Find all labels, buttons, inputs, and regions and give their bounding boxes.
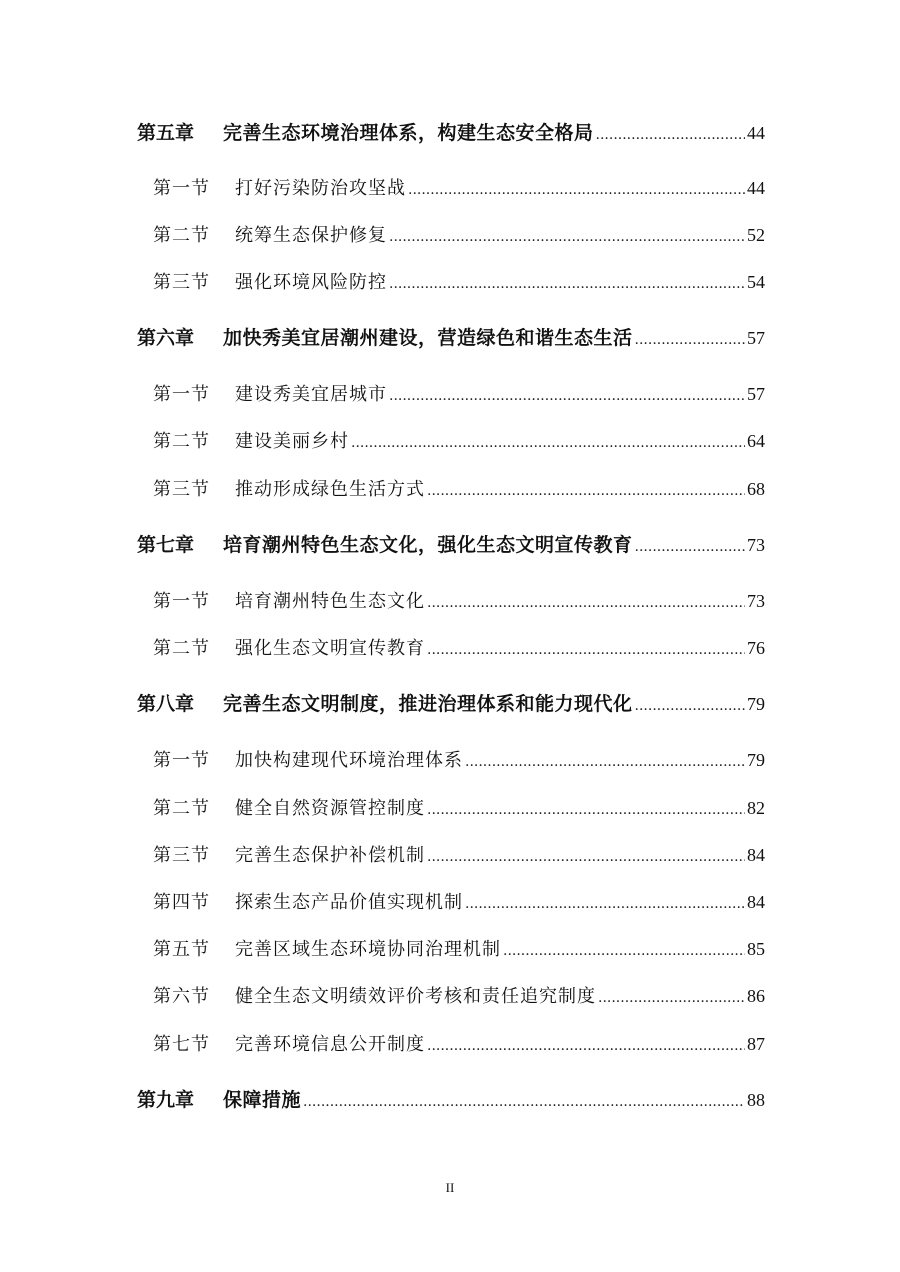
chapter-title: 培育潮州特色生态文化，强化生态文明宣传教育 bbox=[223, 534, 633, 556]
toc-chapter-entry[interactable] bbox=[137, 530, 765, 560]
chapter-title: 保障措施 bbox=[223, 1089, 302, 1111]
toc-section-entry[interactable] bbox=[153, 379, 765, 409]
dot-leader bbox=[427, 795, 745, 825]
page-number: 73 bbox=[747, 591, 765, 611]
page-number: 73 bbox=[747, 535, 765, 555]
section-title: 探索生态产品价值实现机制 bbox=[235, 892, 463, 913]
dot-leader bbox=[389, 222, 745, 252]
page-number: 52 bbox=[747, 225, 765, 245]
dot-leader bbox=[389, 269, 745, 299]
section-number: 第七节 bbox=[153, 1034, 210, 1055]
toc-section-entry[interactable] bbox=[153, 934, 765, 964]
page-number: 88 bbox=[747, 1090, 765, 1110]
dot-leader bbox=[465, 747, 745, 777]
dot-leader bbox=[408, 175, 745, 205]
page-number: 54 bbox=[747, 272, 765, 292]
dot-leader bbox=[389, 381, 745, 411]
section-title: 统筹生态保护修复 bbox=[235, 225, 387, 246]
toc-chapter-entry[interactable] bbox=[137, 323, 765, 353]
chapter-title: 完善生态环境治理体系，构建生态安全格局 bbox=[223, 122, 594, 144]
dot-leader bbox=[427, 476, 745, 506]
toc-section-entry[interactable] bbox=[153, 633, 765, 663]
toc-chapter-entry[interactable] bbox=[137, 1085, 765, 1115]
dot-leader bbox=[427, 635, 745, 665]
chapter-title: 完善生态文明制度，推进治理体系和能力现代化 bbox=[223, 693, 633, 715]
toc-section-entry[interactable] bbox=[153, 586, 765, 616]
chapter-number: 第五章 bbox=[137, 122, 195, 144]
dot-leader bbox=[635, 691, 745, 721]
toc-section-entry[interactable] bbox=[153, 220, 765, 250]
dot-leader bbox=[598, 983, 745, 1013]
page-footer-number: II bbox=[445, 1180, 455, 1195]
chapter-number: 第八章 bbox=[137, 693, 195, 715]
toc-chapter-entry[interactable] bbox=[137, 689, 765, 719]
toc-section-entry[interactable] bbox=[153, 793, 765, 823]
section-number: 第一节 bbox=[153, 750, 210, 771]
toc-section-entry[interactable] bbox=[153, 1029, 765, 1059]
toc-section-entry[interactable] bbox=[153, 887, 765, 917]
section-number: 第二节 bbox=[153, 431, 210, 452]
page-number: 79 bbox=[747, 694, 765, 714]
section-title: 建设美丽乡村 bbox=[235, 431, 349, 452]
section-number: 第二节 bbox=[153, 638, 210, 659]
page-number: 44 bbox=[747, 123, 765, 143]
toc-section-entry[interactable] bbox=[153, 981, 765, 1011]
section-title: 完善环境信息公开制度 bbox=[235, 1034, 425, 1055]
page-number: 57 bbox=[747, 384, 765, 404]
page-number: 86 bbox=[747, 986, 765, 1006]
section-title: 建设秀美宜居城市 bbox=[235, 384, 387, 405]
section-number: 第三节 bbox=[153, 845, 210, 866]
dot-leader bbox=[427, 588, 745, 618]
section-number: 第三节 bbox=[153, 272, 210, 293]
dot-leader bbox=[596, 120, 745, 150]
section-number: 第三节 bbox=[153, 479, 210, 500]
section-number: 第五节 bbox=[153, 939, 210, 960]
section-number: 第一节 bbox=[153, 591, 210, 612]
toc-chapter-entry[interactable] bbox=[137, 118, 765, 148]
page-number: 79 bbox=[747, 750, 765, 770]
dot-leader bbox=[427, 1031, 745, 1061]
section-title: 完善区域生态环境协同治理机制 bbox=[235, 939, 501, 960]
page-number: 57 bbox=[747, 328, 765, 348]
dot-leader bbox=[503, 936, 745, 966]
chapter-number: 第七章 bbox=[137, 534, 195, 556]
section-number: 第二节 bbox=[153, 225, 210, 246]
toc-section-entry[interactable] bbox=[153, 474, 765, 504]
section-title: 强化生态文明宣传教育 bbox=[235, 638, 425, 659]
toc-section-entry[interactable] bbox=[153, 745, 765, 775]
page-number: 68 bbox=[747, 479, 765, 499]
page-number: 87 bbox=[747, 1034, 765, 1054]
section-title: 健全生态文明绩效评价考核和责任追究制度 bbox=[235, 986, 596, 1007]
section-title: 推动形成绿色生活方式 bbox=[235, 479, 425, 500]
page-number: 85 bbox=[747, 939, 765, 959]
dot-leader bbox=[635, 532, 745, 562]
chapter-number: 第九章 bbox=[137, 1089, 195, 1111]
page-number: 84 bbox=[747, 892, 765, 912]
toc-section-entry[interactable] bbox=[153, 173, 765, 203]
page-number: 84 bbox=[747, 845, 765, 865]
toc-section-entry[interactable] bbox=[153, 426, 765, 456]
chapter-number: 第六章 bbox=[137, 327, 195, 349]
section-number: 第四节 bbox=[153, 892, 210, 913]
section-title: 培育潮州特色生态文化 bbox=[235, 591, 425, 612]
section-number: 第六节 bbox=[153, 986, 210, 1007]
section-title: 强化环境风险防控 bbox=[235, 272, 387, 293]
section-title: 打好污染防治攻坚战 bbox=[235, 178, 406, 199]
section-title: 健全自然资源管控制度 bbox=[235, 798, 425, 819]
page-number: 76 bbox=[747, 638, 765, 658]
dot-leader bbox=[351, 428, 745, 458]
toc-section-entry[interactable] bbox=[153, 267, 765, 297]
page-number: 64 bbox=[747, 431, 765, 451]
page-number: 82 bbox=[747, 798, 765, 818]
section-number: 第一节 bbox=[153, 178, 210, 199]
section-title: 完善生态保护补偿机制 bbox=[235, 845, 425, 866]
toc-section-entry[interactable] bbox=[153, 840, 765, 870]
section-title: 加快构建现代环境治理体系 bbox=[235, 750, 463, 771]
dot-leader bbox=[465, 889, 745, 919]
page-number: 44 bbox=[747, 178, 765, 198]
dot-leader bbox=[635, 325, 745, 355]
section-number: 第二节 bbox=[153, 798, 210, 819]
dot-leader bbox=[303, 1087, 745, 1117]
section-number: 第一节 bbox=[153, 384, 210, 405]
dot-leader bbox=[427, 842, 745, 872]
chapter-title: 加快秀美宜居潮州建设，营造绿色和谐生态生活 bbox=[223, 327, 633, 349]
